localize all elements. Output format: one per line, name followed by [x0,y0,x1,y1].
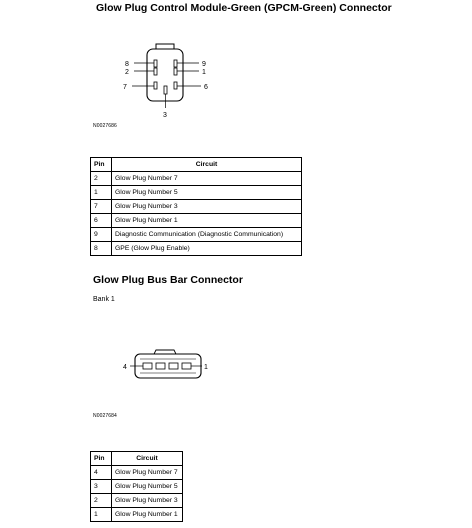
pin-cell: 2 [91,494,112,508]
callout-3: 3 [163,112,167,119]
gpcm-connector-title: Glow Plug Control Module-Green (GPCM-Green) Connector [96,2,392,14]
table-row [91,186,302,200]
circuit-cell: Glow Plug Number 5 [112,480,183,494]
circuit-cell: GPE (Glow Plug Enable) [112,242,302,256]
table-row [91,466,183,480]
table-row [91,172,302,186]
callout-1: 1 [202,69,206,76]
pin-cell: 7 [91,200,112,214]
pin-cell: 1 [91,508,112,522]
bus-bar-connector-title: Glow Plug Bus Bar Connector [93,274,243,286]
pin-cell: 6 [91,214,112,228]
table-row [91,480,183,494]
pin-column-header: Pin [91,158,112,172]
callout-7: 7 [123,84,127,91]
figure-id: N0027686 [93,123,117,129]
table-header-row [91,158,302,172]
pin-cell: 9 [91,228,112,242]
callout-6: 6 [204,84,208,91]
gpcm-connector-diagram [118,42,218,122]
callout-4: 4 [123,364,127,371]
bank-label: Bank 1 [93,296,115,303]
circuit-cell: Glow Plug Number 3 [112,494,183,508]
pin-cell: 4 [91,466,112,480]
connector-housing [147,49,183,101]
pin-cell: 8 [91,242,112,256]
table-row [91,494,183,508]
callout-2: 2 [125,69,129,76]
pin-column-header: Pin [91,452,112,466]
table-row [91,508,183,522]
circuit-cell: Glow Plug Number 1 [112,214,302,228]
callout-9: 9 [202,61,206,68]
circuit-column-header: Circuit [112,158,302,172]
pin-cell: 2 [91,172,112,186]
table-row [91,214,302,228]
circuit-column-header: Circuit [112,452,183,466]
table-row [91,228,302,242]
circuit-cell: Glow Plug Number 5 [112,186,302,200]
circuit-cell: Diagnostic Communication (Diagnostic Communication) [112,228,302,242]
table-row [91,242,302,256]
circuit-cell: Glow Plug Number 7 [112,466,183,480]
pin-cell: 1 [91,186,112,200]
callout-8: 8 [125,61,129,68]
gpcm-pin-table [90,157,302,256]
pin-cell: 3 [91,480,112,494]
figure-id: N0027684 [93,413,117,419]
connector-latch [154,350,176,354]
bus-bar-pin-table [90,451,183,522]
callout-1: 1 [204,364,208,371]
table-row [91,200,302,214]
bus-bar-connector-diagram [120,346,215,386]
circuit-cell: Glow Plug Number 7 [112,172,302,186]
circuit-cell: Glow Plug Number 3 [112,200,302,214]
circuit-cell: Glow Plug Number 1 [112,508,183,522]
table-header-row [91,452,183,466]
